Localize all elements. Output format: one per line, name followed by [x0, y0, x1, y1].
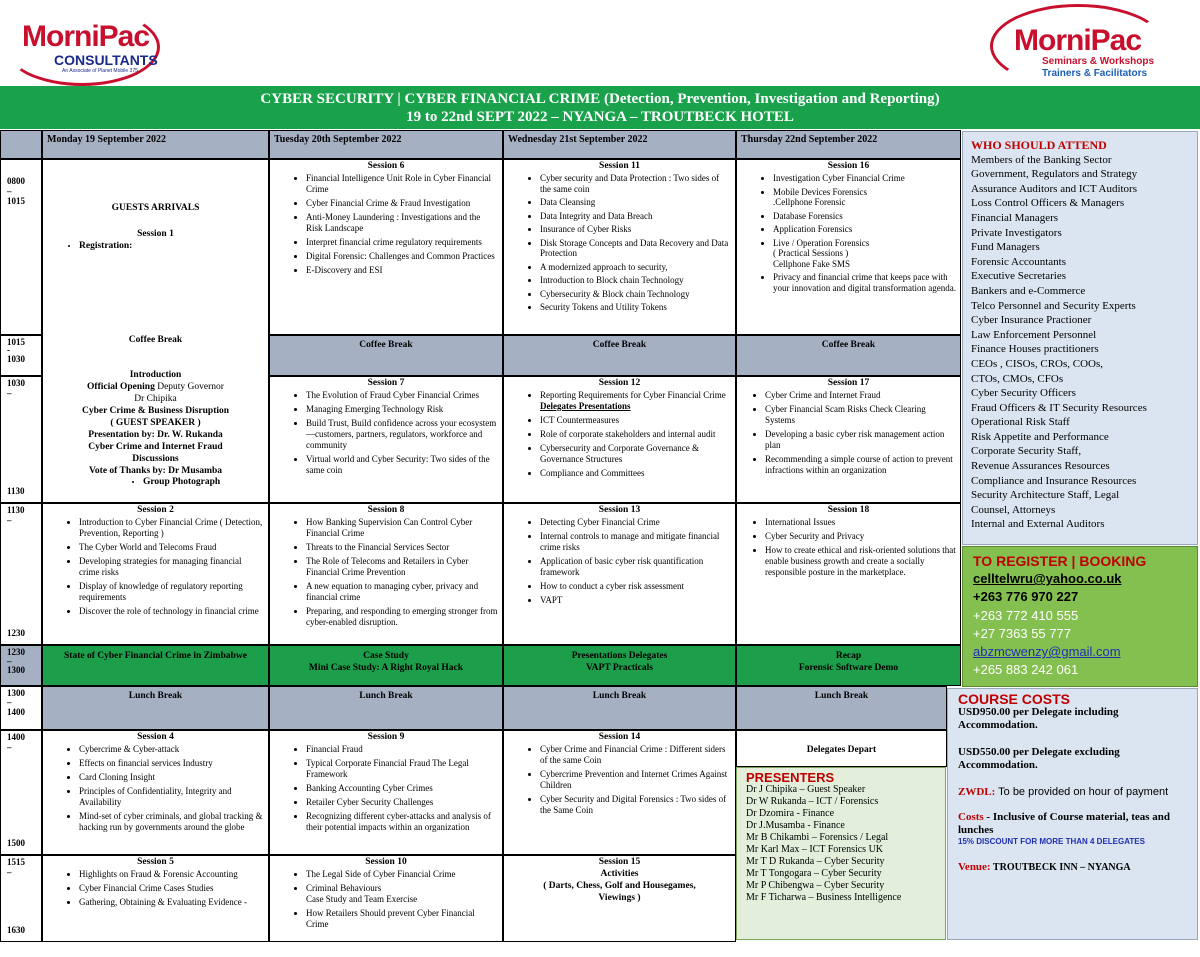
list-item: • How Banking Supervision Can Control Cyber Financial Crime: [306, 517, 498, 539]
list-item: • Banking Accounting Cyber Crimes: [306, 783, 498, 794]
list-item: • Introduction to Block chain Technology: [540, 275, 731, 286]
presenters-panel: [736, 767, 946, 940]
list-item: • Threats to the Financial Services Sector: [306, 542, 498, 553]
discount-note: 15% DISCOUNT FOR MORE THAN 4 DELEGATES: [958, 837, 1145, 846]
who-should-attend-panel: [962, 131, 1198, 545]
tuesday-session-10: [269, 855, 503, 942]
monday-state-of-crime: State of Cyber Financial Crime in Zimbabwe: [42, 645, 269, 686]
list-item: • Cyber Security and Digital Forensics : Two sides of the Same Coin: [540, 794, 731, 816]
list-item: • Mind-set of cyber criminals, and global tracking & hacking run by governments around the globe: [79, 811, 264, 833]
session-title: Session 13: [598, 505, 641, 515]
thursday-session-17: [736, 376, 961, 503]
phone-number: +27 7363 55 777: [973, 625, 1071, 641]
opening-speaker: Dr Chipika: [134, 394, 177, 404]
list-item: • Cyber Security and Privacy: [765, 531, 956, 542]
audience-item: Fund Managers: [971, 241, 1040, 254]
time-slot-1230: 1230 – 1300: [0, 645, 42, 686]
course-costs-title: COURSE COSTS: [958, 691, 1071, 707]
list-item: • Privacy and financial crime that keeps pace with your innovation and digital transformation agenda.: [773, 272, 956, 293]
registration-panel: [962, 546, 1198, 687]
who-should-attend-title: WHO SHOULD ATTEND: [971, 138, 1107, 152]
list-item: • A modernized approach to security,: [540, 262, 731, 273]
venue-line: Venue: TROUTBECK INN – NYANGA: [958, 861, 1131, 873]
audience-item: Financial Managers: [971, 211, 1059, 224]
tuesday-coffee-break: Coffee Break: [269, 335, 503, 376]
list-item: • Cyber Crime and Financial Crime : Different siders of the same Coin: [540, 744, 731, 766]
list-item: • VAPT: [540, 595, 731, 606]
list-item: • Card Cloning Insight: [79, 772, 264, 783]
thursday-lunch-break: Lunch Break: [736, 686, 947, 730]
audience-item: Private Investigators: [971, 226, 1062, 239]
audience-item: Finance Houses practitioners: [971, 343, 1099, 356]
introduction-label: Introduction: [129, 370, 182, 380]
official-opening: Official Opening Deputy Governor: [87, 382, 224, 392]
price-including-accommodation: USD950.00 per Delegate including Accommodation.: [958, 706, 1119, 731]
list-item: • Cybercrime Prevention and Internet Crimes Against Children: [540, 769, 731, 791]
time-slot-1015: 1015 - 1030: [0, 335, 42, 376]
tuesday-session-7: [269, 376, 503, 503]
audience-item: Fraud Officers & IT Security Resources: [971, 401, 1147, 414]
audience-item: Cyber Security Officers: [971, 387, 1076, 400]
list-item: • E-Discovery and ESI: [306, 265, 498, 276]
list-item: • Cybersecurity and Corporate Governance & Governance Structures: [540, 443, 731, 465]
wednesday-lunch-break: Lunch Break: [503, 686, 736, 730]
list-item: • Cyber security and Data Protection : Two sides of the same coin: [540, 173, 731, 194]
thursday-session-16: [736, 159, 961, 335]
session-title: Session 18: [827, 505, 870, 515]
presenter-item: Mr P Chibengwa – Cyber Security: [746, 880, 885, 891]
list-item: • How to create ethical and risk-oriented solutions that enable business growth and create a socially responsible posture in the marketplace.: [765, 545, 956, 578]
event-title: CYBER SECURITY | CYBER FINANCIAL CRIME (Detection, Prevention, Investigation and Reporting): [260, 91, 940, 107]
list-item: • Security Tokens and Utility Tokens: [540, 302, 731, 313]
tuesday-session-9: [269, 730, 503, 855]
time-slot-1300: 1300 – 1400: [0, 686, 42, 730]
coffee-break-label: Coffee Break: [128, 335, 183, 345]
presenter-item: Dr J.Musamba - Finance: [746, 820, 845, 831]
list-item: • Recognizing different cyber-attacks and analysis of their potential impacts within an organization: [306, 811, 498, 833]
presenter-item: Mr F Ticharwa – Business Intelligence: [746, 892, 902, 903]
time-slot-1030: 1030 – 1130: [0, 376, 42, 503]
list-item: • Data Cleansing: [540, 197, 731, 208]
list-item: • The Cyber World and Telecoms Fraud: [79, 542, 264, 553]
audience-item: Assurance Auditors and ICT Auditors: [971, 182, 1138, 195]
presenter-item: Mr B Chikambi – Forensics / Legal: [746, 832, 889, 843]
day-header-tuesday: Tuesday 20th September 2022: [269, 130, 503, 159]
list-item: • Cyber Financial Scam Risks Check Clearing Systems: [765, 404, 956, 426]
presenter-item: Mr Karl Max – ICT Forensics UK: [746, 844, 884, 855]
course-costs-panel: [947, 688, 1198, 940]
wednesday-presentations: Presentations Delegates VAPT Practicals: [503, 645, 736, 686]
list-item: • Cyber Crime and Internet Fraud: [765, 390, 956, 401]
list-item: • Live / Operation Forensics ( Practical Sessions ) Cellphone Fake SMS: [773, 238, 956, 270]
list-item: • Developing strategies for managing financial crime risks: [79, 556, 264, 578]
session-title: Session 2: [137, 505, 174, 515]
session-title: Session 10: [365, 857, 407, 867]
presenter-item: Mr T Tongogara – Cyber Security: [746, 868, 882, 879]
audience-item: Counsel, Attorneys: [971, 503, 1056, 516]
list-item: • Retailer Cyber Security Challenges: [306, 797, 498, 808]
register-title: TO REGISTER | BOOKING: [973, 553, 1147, 569]
audience-item: Forensic Accountants: [971, 255, 1067, 268]
monday-session-4: [42, 730, 269, 855]
list-item: • Highlights on Fraud & Forensic Accounting: [79, 869, 264, 880]
list-item: • Reporting Requirements for Cyber Financial Crime Delegates Presentations: [540, 390, 731, 412]
day-header-thursday: Thursday 22nd September 2022: [736, 130, 961, 159]
presentation-by: Presentation by: Dr. W. Rukanda: [88, 430, 223, 440]
session-title: Session 1: [137, 229, 174, 239]
monday-session-2: [42, 503, 269, 645]
wednesday-session-14: [503, 730, 736, 855]
wednesday-coffee-break: Coffee Break: [503, 335, 736, 376]
list-item: • How Retailers Should prevent Cyber Financial Crime: [306, 908, 498, 930]
phone-number: +265 883 242 061: [973, 662, 1079, 678]
audience-item: Risk Appetite and Performance: [971, 430, 1109, 443]
list-item: • Financial Intelligence Unit Role in Cyber Financial Crime: [306, 173, 498, 195]
time-header: [0, 130, 42, 159]
email-link[interactable]: celltelwru@yahoo.co.uk: [973, 571, 1122, 587]
vote-of-thanks: Vote of Thanks by: Dr Musamba: [88, 466, 223, 476]
list-item: • Build Trust, Build confidence across your ecosystem—customers, partners, regulators, workforce and community: [306, 418, 498, 451]
session-title: Session 4: [137, 732, 174, 742]
discussion-topic: Cyber Crime and Internet Fraud: [88, 442, 223, 452]
thursday-session-18: [736, 503, 961, 645]
audience-item: Cyber Insurance Practioner: [971, 314, 1092, 327]
guests-arrivals: GUESTS ARRIVALS: [111, 203, 200, 213]
thursday-coffee-break: Coffee Break: [736, 335, 961, 376]
list-item: • Anti-Money Laundering : Investigations and the Risk Landscape: [306, 212, 498, 234]
list-item: • Cybersecurity & Block chain Technology: [540, 289, 731, 300]
registration-item: • Registration:: [79, 241, 264, 252]
list-item: • Insurance of Cyber Risks: [540, 224, 731, 235]
session-title: Session 17: [827, 378, 870, 388]
audience-item: Government, Regulators and Strategy: [971, 168, 1138, 181]
monday-lunch-break: Lunch Break: [42, 686, 269, 730]
session-title: Session 5: [137, 857, 174, 867]
list-item: • Investigation Cyber Financial Crime: [773, 173, 956, 184]
audience-item: Revenue Assurances Resources: [971, 460, 1110, 473]
list-item: • Digital Forensic: Challenges and Common Practices: [306, 251, 498, 262]
presenter-item: Mr T D Rukanda – Cyber Security: [746, 856, 885, 867]
time-slot-1400: 1400 – 1500: [0, 730, 42, 855]
list-item: • Gathering, Obtaining & Evaluating Evidence -: [79, 897, 264, 908]
list-item: • The Role of Telecoms and Retailers in Cyber Financial Crime Prevention: [306, 556, 498, 578]
time-slot-1130: 1130 – 1230: [0, 503, 42, 645]
list-item: • Display of knowledge of regulatory reporting requirements: [79, 581, 264, 603]
audience-item: Bankers and e-Commerce: [971, 284, 1086, 297]
audience-item: CTOs, CMOs, CFOs: [971, 372, 1064, 385]
activities-list: ( Darts, Chess, Golf and Housegames, Viewings ): [543, 881, 696, 903]
tuesday-session-8: [269, 503, 503, 645]
audience-item: Internal and External Auditors: [971, 518, 1105, 531]
list-item: • Cyber Financial Crime Cases Studies: [79, 883, 264, 894]
list-item: • Cyber Financial Crime & Fraud Investigation: [306, 198, 498, 209]
list-item: • Principles of Confidentiality, Integrity and Availability: [79, 786, 264, 808]
list-item: • Developing a basic cyber risk management action plan: [765, 429, 956, 451]
list-item: • Mobile Devices Forensics .Cellphone Forensic: [773, 187, 956, 208]
session-title: Session 16: [827, 161, 870, 171]
price-excluding-accommodation: USD550.00 per Delegate excluding Accommodation.: [958, 746, 1120, 771]
list-item: • Cybercrime & Cyber-attack: [79, 744, 264, 755]
discussions-label: Discussions: [132, 454, 179, 464]
list-item: • International Issues: [765, 517, 956, 528]
presenter-item: Dr J Chipika – Guest Speaker: [746, 784, 866, 795]
session-title: Session 9: [367, 732, 405, 742]
activities-label: Activities: [600, 869, 639, 879]
logo-mornipac-consultants: MorniPac CONSULTANTS An Associate of Planet Mobile 375: [2, 2, 167, 84]
audience-item: Operational Risk Staff: [971, 416, 1070, 429]
tuesday-lunch-break: Lunch Break: [269, 686, 503, 730]
tuesday-session-6: [269, 159, 503, 335]
time-slot-0800: 0800 – 1015: [0, 159, 42, 335]
presenter-item: Dr Dzomira - Finance: [746, 808, 835, 819]
guest-speaker-label: ( GUEST SPEAKER ): [110, 418, 201, 428]
day-header-wednesday: Wednesday 21st September 2022: [503, 130, 736, 159]
event-dates-venue: 19 to 22nd SEPT 2022 – NYANGA – TROUTBECK HOTEL: [406, 109, 794, 125]
list-item: • The Evolution of Fraud Cyber Financial Crimes: [306, 390, 498, 401]
wednesday-session-12: [503, 376, 736, 503]
session-title: Session 6: [367, 161, 405, 171]
costs-inclusive-note: Costs - Inclusive of Course material, teas and lunches: [958, 811, 1171, 836]
audience-item: Compliance and Insurance Resources: [971, 474, 1137, 487]
list-item: • Compliance and Committees: [540, 468, 731, 479]
phone-number: +263 772 410 555: [973, 607, 1079, 623]
day-header-monday: Monday 19 September 2022: [42, 130, 269, 159]
thursday-delegates-depart: Delegates Depart: [736, 730, 947, 767]
list-item: • Criminal Behaviours Case Study and Team Exercise: [306, 883, 498, 905]
wednesday-session-11: [503, 159, 736, 335]
list-item: • Financial Fraud: [306, 744, 498, 755]
list-item: • ICT Countermeasures: [540, 415, 731, 426]
wednesday-session-15: [503, 855, 736, 942]
audience-item: Law Enforcement Personnel: [971, 328, 1097, 341]
logo-mornipac-seminars: MorniPac Seminars & Workshops Trainers & Facilitators: [990, 2, 1165, 84]
list-item: • The Legal Side of Cyber Financial Crime: [306, 869, 498, 880]
audience-item: Loss Control Officers & Managers: [971, 197, 1125, 210]
list-item: • Application of basic cyber risk quantification framework: [540, 556, 731, 578]
list-item: • Application Forensics: [773, 224, 956, 235]
list-item: • Recommending a simple course of action to prevent infractions within an organization: [765, 454, 956, 476]
monday-morning-block: [42, 159, 269, 503]
wednesday-session-13: [503, 503, 736, 645]
time-slot-1515: 1515 – 1630: [0, 855, 42, 942]
thursday-recap: Recap Forensic Software Demo: [736, 645, 961, 686]
session-title: Session 12: [598, 378, 641, 388]
monday-session-5: [42, 855, 269, 942]
audience-item: Executive Secretaries: [971, 270, 1066, 283]
list-item: • Disk Storage Concepts and Data Recovery and Data Protection: [540, 238, 731, 259]
list-item: • Data Integrity and Data Breach: [540, 211, 731, 222]
list-item: • Virtual world and Cyber Security: Two sides of the same coin: [306, 454, 498, 476]
audience-item: CEOs , CISOs, CROs, COOs,: [971, 357, 1104, 370]
zwdl-note: ZWDL: To be provided on hour of payment: [958, 786, 1169, 798]
list-item: • Discover the role of technology in financial crime: [79, 606, 264, 617]
session-title: Session 14: [598, 732, 641, 742]
presenter-item: Dr W Rukanda – ICT / Forensics: [746, 796, 879, 807]
group-photo-item: • Group Photograph: [143, 477, 264, 488]
keynote-title: Cyber Crime & Business Disruption: [81, 406, 230, 416]
session-title: Session 8: [367, 505, 405, 515]
list-item: • Internal controls to manage and mitigate financial crime risks: [540, 531, 731, 553]
list-item: • Managing Emerging Technology Risk: [306, 404, 498, 415]
event-title-banner: [0, 86, 1200, 129]
tuesday-case-study: Case Study Mini Case Study: A Right Royal Hack: [269, 645, 503, 686]
list-item: • Detecting Cyber Financial Crime: [540, 517, 731, 528]
session-title: Session 7: [367, 378, 405, 388]
audience-item: Members of the Banking Sector: [971, 153, 1112, 166]
session-title: Session 15: [598, 857, 641, 867]
list-item: • How to conduct a cyber risk assessment: [540, 581, 731, 592]
session-title: Session 11: [599, 161, 640, 171]
list-item: • Preparing, and responding to emerging stronger from cyber-enabled disruption.: [306, 606, 498, 628]
list-item: • Role of corporate stakeholders and internal audit: [540, 429, 731, 440]
presenters-title: PRESENTERS: [746, 770, 835, 785]
email-link[interactable]: abzmcwenzy@gmail.com: [973, 644, 1121, 660]
list-item: • Database Forensics: [773, 211, 956, 222]
audience-item: Security Architecture Staff, Legal: [971, 489, 1120, 502]
audience-item: Telco Personnel and Security Experts: [971, 299, 1136, 312]
list-item: • Introduction to Cyber Financial Crime ( Detection, Prevention, Reporting ): [79, 517, 264, 539]
list-item: • Effects on financial services Industry: [79, 758, 264, 769]
list-item: • Interpret financial crime regulatory requirements: [306, 237, 498, 248]
audience-item: Corporate Security Staff,: [971, 445, 1082, 458]
list-item: • A new equation to managing cyber, privacy and financial crime: [306, 581, 498, 603]
phone-number: +263 776 970 227: [973, 589, 1079, 605]
list-item: • Typical Corporate Financial Fraud The Legal Framework: [306, 758, 498, 780]
